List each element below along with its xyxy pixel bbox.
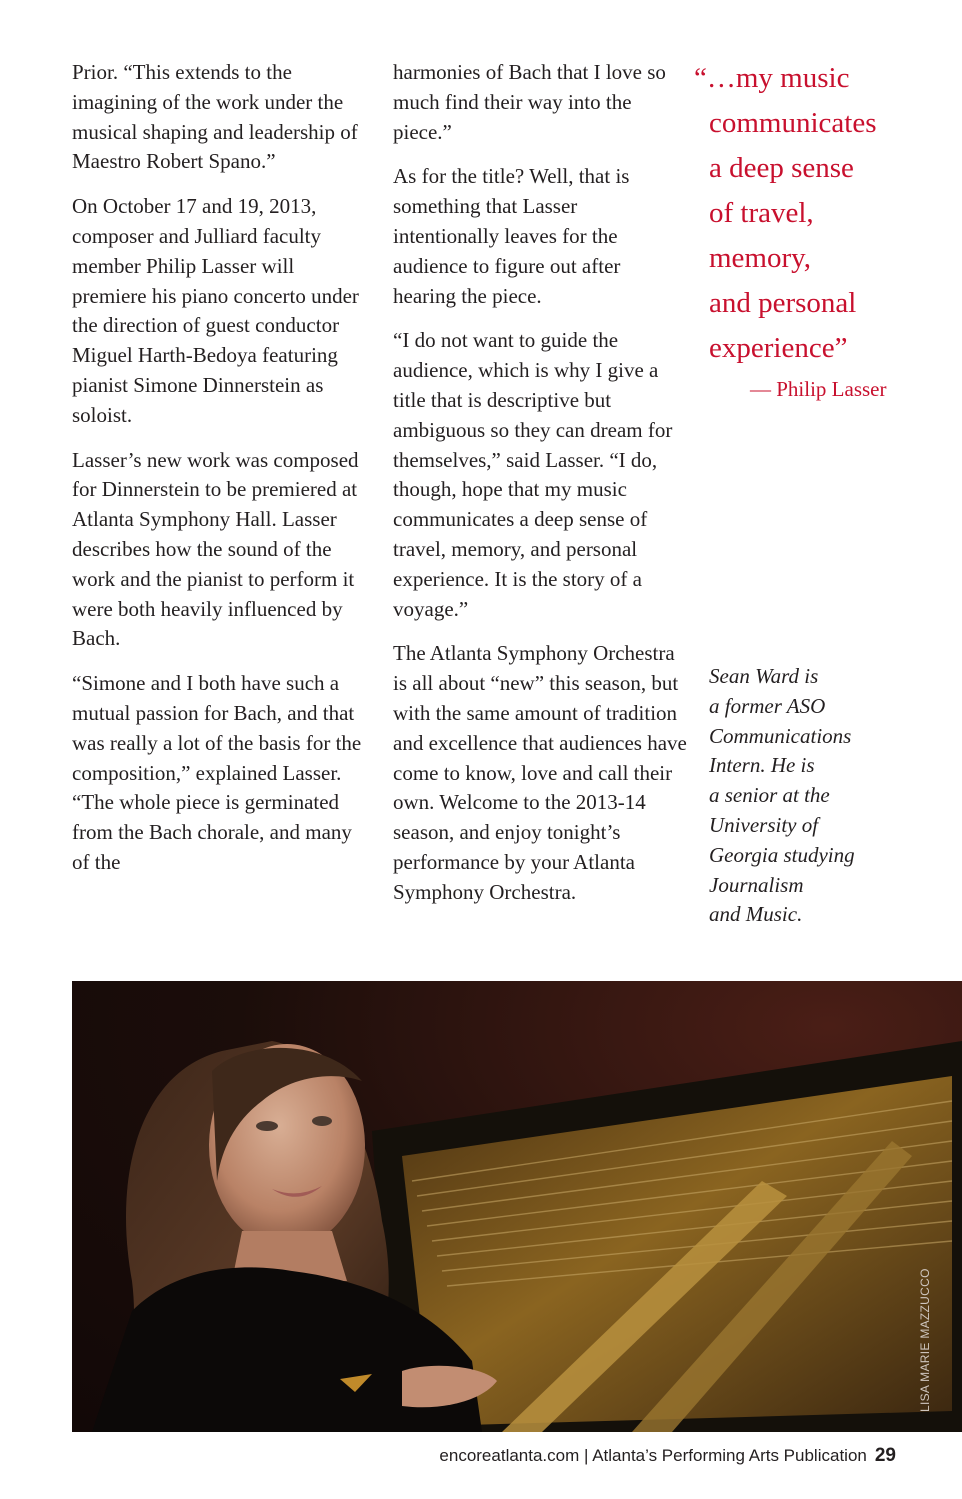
- bio-line: Georgia studying: [709, 842, 855, 867]
- article-paragraph: “I do not want to guide the audience, which is why I give a title that is descriptive but ambiguous so they can dream for themselves,” said Lasser. “I do, though, hope that my music communicates a deep sense of travel, memory, and personal experience. It is the story of a voyage.”: [393, 328, 673, 621]
- article-paragraph: harmonies of Bach that I love so much find their way into the piece.”: [393, 60, 666, 144]
- bio-line: Communications: [709, 723, 852, 748]
- bio-line: a former ASO: [709, 693, 826, 718]
- author-bio: [709, 662, 949, 930]
- article-paragraph: On October 17 and 19, 2013, composer and Julliard faculty member Philip Lasser will premiere his piano concerto under the direction of guest conductor Miguel Harth-Bedoya featuring pianist Simone Dinnerstein as soloist.: [72, 194, 359, 427]
- article-column-2: [393, 58, 688, 923]
- article-column-1: [72, 58, 367, 893]
- pull-quote-line: of travel,: [709, 197, 814, 229]
- page-footer: [439, 1445, 896, 1467]
- article-paragraph: As for the title? Well, that is something that Lasser intentionally leaves for the audience to figure out after hearing the piece.: [393, 164, 630, 308]
- pianist-photo-illustration: [72, 981, 962, 1432]
- pull-quote-line: a deep sense: [709, 152, 854, 184]
- bio-line: Sean Ward is: [709, 664, 819, 688]
- pull-quote-line: and personal: [709, 287, 857, 319]
- page-number: 29: [874, 1445, 896, 1466]
- article-paragraph: Lasser’s new work was composed for Dinnerstein to be premiered at Atlanta Symphony Hall. Lasser describes how the sound of the work and the pianist to perform it were both heavily influenced by Bach.: [72, 447, 359, 651]
- pull-quote-attribution: — Philip Lasser: [750, 377, 887, 401]
- bio-line: and Music.: [709, 902, 803, 927]
- pull-quote-line: communicates: [709, 107, 877, 139]
- pianist-photo: [72, 981, 962, 1432]
- photo-credit: LISA MARIE MAZZUCCO: [918, 1268, 932, 1412]
- article-paragraph: “Simone and I both have such a mutual passion for Bach, and that was really a lot of the basis for the composition,” explained Lasser. “The whole piece is germinated from the Bach chorale, and many of the: [72, 671, 362, 874]
- pull-quote-line: memory,: [709, 242, 812, 274]
- pull-quote-line: experience”: [709, 332, 848, 364]
- pull-quote: [694, 56, 962, 403]
- bio-line: University of: [709, 812, 819, 837]
- publication-footer-text: encoreatlanta.com | Atlanta’s Performing Arts Publication: [439, 1446, 867, 1465]
- article-paragraph: Prior. “This extends to the imagining of the work under the musical shaping and leadership of Maestro Robert Spano.”: [72, 60, 358, 174]
- article-paragraph: The Atlanta Symphony Orchestra is all about “new” this season, but with the same amount of tradition and excellence that audiences have come to know, love and call their own. Welcome to the 2013-14 season, and enjoy tonight’s performance by your Atlanta Symphony Orchestra.: [393, 641, 687, 904]
- pull-quote-line: “…my music: [694, 62, 850, 94]
- bio-line: a senior at the: [709, 783, 830, 808]
- bio-line: Journalism: [709, 872, 804, 897]
- bio-line: Intern. He is: [709, 753, 815, 778]
